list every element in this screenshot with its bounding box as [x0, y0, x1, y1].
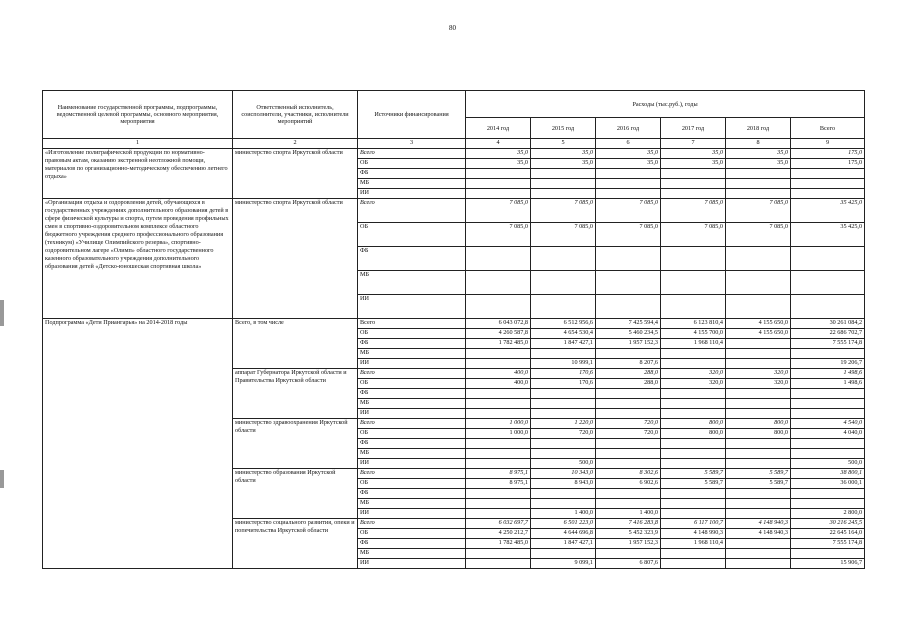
source-cell: ОБ — [358, 479, 466, 489]
value-cell: 6 043 072,8 — [466, 319, 531, 329]
total-value-cell — [791, 179, 865, 189]
value-cell — [531, 271, 596, 295]
source-cell: ИИ — [358, 509, 466, 519]
value-cell — [596, 409, 661, 419]
value-cell: 288,0 — [596, 379, 661, 389]
executor-name: министерство образования Иркутской области — [233, 469, 358, 519]
executor-name: министерство социального развития, опеки и попечительства Иркутской области — [233, 519, 358, 569]
value-cell — [726, 409, 791, 419]
value-cell — [531, 389, 596, 399]
total-value-cell — [791, 247, 865, 271]
value-cell — [661, 247, 726, 271]
value-cell: 4 148 940,3 — [726, 529, 791, 539]
value-cell — [596, 169, 661, 179]
value-cell — [726, 499, 791, 509]
table-header — [43, 91, 865, 149]
value-cell: 4 250 212,7 — [466, 529, 531, 539]
header-executor: Ответственный исполнитель, соисполнители, участники, исполнители мероприятий — [233, 91, 358, 139]
source-cell: МБ — [358, 399, 466, 409]
value-cell — [661, 489, 726, 499]
header-name: Наименование государственной программы, подпрограммы, ведомственной целевой программы, основного мероприятия, мероприятия — [43, 91, 233, 139]
source-cell: ФБ — [358, 389, 466, 399]
source-cell: ОБ — [358, 529, 466, 539]
executor-name: Всего, в том числе — [233, 319, 358, 369]
source-cell: Всего — [358, 419, 466, 429]
value-cell: 400,0 — [466, 379, 531, 389]
column-number: 7 — [661, 139, 726, 149]
value-cell — [661, 295, 726, 319]
value-cell: 720,0 — [596, 419, 661, 429]
value-cell — [726, 359, 791, 369]
value-cell — [596, 459, 661, 469]
source-cell: ОБ — [358, 429, 466, 439]
header-expenses: Расходы (тыс.руб.), годы — [466, 91, 865, 118]
value-cell — [531, 549, 596, 559]
value-cell — [661, 169, 726, 179]
value-cell — [726, 559, 791, 569]
subprogram-name: Подпрограмма «Дети Приангарья» на 2014-2018 годы — [43, 319, 233, 569]
value-cell: 4 644 696,8 — [531, 529, 596, 539]
column-number: 8 — [726, 139, 791, 149]
value-cell: 1 968 110,4 — [661, 339, 726, 349]
source-cell: Всего — [358, 319, 466, 329]
value-cell — [596, 449, 661, 459]
value-cell: 400,0 — [466, 369, 531, 379]
value-cell — [466, 349, 531, 359]
value-cell: 35,0 — [466, 149, 531, 159]
value-cell — [466, 459, 531, 469]
source-cell: ИИ — [358, 559, 466, 569]
value-cell — [466, 489, 531, 499]
value-cell — [661, 439, 726, 449]
page-number: 80 — [449, 24, 456, 32]
total-value-cell: 22 645 164,0 — [791, 529, 865, 539]
value-cell — [596, 295, 661, 319]
table-row — [43, 149, 865, 159]
value-cell: 800,0 — [661, 419, 726, 429]
value-cell — [661, 549, 726, 559]
value-cell — [661, 409, 726, 419]
executor-name: аппарат Губернатора Иркутской области и Правительства Иркутской области — [233, 369, 358, 419]
source-cell: ИИ — [358, 189, 466, 199]
value-cell: 1 847 427,1 — [531, 539, 596, 549]
value-cell — [726, 169, 791, 179]
value-cell — [726, 509, 791, 519]
source-cell: ИИ — [358, 459, 466, 469]
source-cell: МБ — [358, 549, 466, 559]
total-value-cell: 38 800,1 — [791, 469, 865, 479]
value-cell: 10 999,1 — [531, 359, 596, 369]
value-cell — [466, 559, 531, 569]
value-cell: 800,0 — [726, 429, 791, 439]
value-cell: 6 512 956,6 — [531, 319, 596, 329]
value-cell — [466, 439, 531, 449]
value-cell — [726, 389, 791, 399]
column-number: 6 — [596, 139, 661, 149]
total-value-cell — [791, 439, 865, 449]
value-cell — [531, 189, 596, 199]
value-cell: 1 000,0 — [466, 429, 531, 439]
value-cell — [661, 449, 726, 459]
header-year: 2016 год — [596, 118, 661, 139]
value-cell: 170,6 — [531, 369, 596, 379]
value-cell: 10 343,0 — [531, 469, 596, 479]
value-cell: 4 148 990,3 — [661, 529, 726, 539]
total-value-cell — [791, 399, 865, 409]
value-cell — [596, 247, 661, 271]
value-cell: 170,6 — [531, 379, 596, 389]
column-numbers-row — [43, 139, 865, 149]
value-cell — [466, 399, 531, 409]
header-year: 2015 год — [531, 118, 596, 139]
value-cell — [726, 549, 791, 559]
source-cell: МБ — [358, 449, 466, 459]
source-cell: ФБ — [358, 339, 466, 349]
value-cell: 8 302,6 — [596, 469, 661, 479]
value-cell — [466, 179, 531, 189]
value-cell: 6 807,6 — [596, 559, 661, 569]
value-cell: 7 085,0 — [531, 199, 596, 223]
source-cell: Всего — [358, 369, 466, 379]
value-cell: 8 207,6 — [596, 359, 661, 369]
table-row — [43, 199, 865, 223]
table-row — [43, 319, 865, 329]
value-cell: 8 975,1 — [466, 479, 531, 489]
source-cell: Всего — [358, 149, 466, 159]
value-cell: 4 155 650,0 — [726, 329, 791, 339]
value-cell — [596, 439, 661, 449]
column-number: 2 — [233, 139, 358, 149]
value-cell — [726, 399, 791, 409]
total-value-cell — [791, 389, 865, 399]
total-value-cell — [791, 169, 865, 179]
source-cell: ФБ — [358, 169, 466, 179]
value-cell: 1 220,0 — [531, 419, 596, 429]
column-number: 3 — [358, 139, 466, 149]
source-cell: ОБ — [358, 379, 466, 389]
source-cell: ФБ — [358, 247, 466, 271]
value-cell — [531, 399, 596, 409]
executor-name: министерство здравоохранения Иркутской области — [233, 419, 358, 469]
value-cell: 320,0 — [726, 369, 791, 379]
total-value-cell: 4 040,0 — [791, 429, 865, 439]
value-cell: 35,0 — [466, 159, 531, 169]
value-cell: 6 117 100,7 — [661, 519, 726, 529]
value-cell: 35,0 — [726, 149, 791, 159]
value-cell: 7 085,0 — [661, 199, 726, 223]
value-cell — [661, 499, 726, 509]
value-cell: 5 589,7 — [726, 479, 791, 489]
header-year: 2018 год — [726, 118, 791, 139]
value-cell — [726, 247, 791, 271]
value-cell — [596, 549, 661, 559]
activity-name: «Изготовление полиграфической продукции по нормативно-правовым актам, оказанию экстренной неотложной помощи, материалов по организационно-методическому обеспечению летнего отдыха» — [43, 149, 233, 199]
value-cell — [531, 489, 596, 499]
executor-name: министерство спорта Иркутской области — [233, 199, 358, 319]
total-value-cell: 15 906,7 — [791, 559, 865, 569]
source-cell: ОБ — [358, 159, 466, 169]
value-cell: 1 400,0 — [531, 509, 596, 519]
total-value-cell — [791, 349, 865, 359]
value-cell — [531, 169, 596, 179]
value-cell: 7 085,0 — [531, 223, 596, 247]
activity-name: «Организация отдыха и оздоровления детей, обучающихся в государственных учреждениях дополнительного образования детей в сфере физической культуры и спорта, путем проведения профильных смен в спортивно-оздоровительном комплексе областного бюджетного учреждения среднего профессионального образования (техникум) «Училище Олимпийского резерва», спортивно-оздоровительном лагере «Олимп» областного государственного казенного образовательного учреждения дополнительного образования детей «Детско-юношеская спортивная школа» — [43, 199, 233, 319]
value-cell — [466, 359, 531, 369]
total-value-cell — [791, 449, 865, 459]
value-cell — [726, 271, 791, 295]
value-cell: 35,0 — [531, 149, 596, 159]
value-cell: 9 099,1 — [531, 559, 596, 569]
source-cell: Всего — [358, 199, 466, 223]
value-cell — [531, 499, 596, 509]
value-cell: 6 902,6 — [596, 479, 661, 489]
value-cell: 1 968 110,4 — [661, 539, 726, 549]
source-cell: МБ — [358, 179, 466, 189]
value-cell: 7 085,0 — [661, 223, 726, 247]
source-cell: ИИ — [358, 409, 466, 419]
total-value-cell: 30 261 084,2 — [791, 319, 865, 329]
value-cell: 500,0 — [531, 459, 596, 469]
value-cell: 7 085,0 — [466, 199, 531, 223]
value-cell — [661, 399, 726, 409]
total-value-cell: 36 000,1 — [791, 479, 865, 489]
source-cell: ИИ — [358, 295, 466, 319]
value-cell: 4 155 650,0 — [726, 319, 791, 329]
value-cell: 35,0 — [596, 149, 661, 159]
value-cell — [596, 399, 661, 409]
value-cell — [661, 179, 726, 189]
value-cell: 35,0 — [661, 149, 726, 159]
value-cell: 800,0 — [726, 419, 791, 429]
value-cell — [661, 559, 726, 569]
value-cell: 6 501 223,0 — [531, 519, 596, 529]
value-cell: 1 400,0 — [596, 509, 661, 519]
value-cell: 35,0 — [661, 159, 726, 169]
value-cell — [661, 389, 726, 399]
value-cell — [596, 389, 661, 399]
total-value-cell: 22 686 702,7 — [791, 329, 865, 339]
table-body — [43, 149, 865, 569]
value-cell: 1 847 427,1 — [531, 339, 596, 349]
total-value-cell: 175,0 — [791, 159, 865, 169]
value-cell — [596, 489, 661, 499]
value-cell — [466, 389, 531, 399]
value-cell — [596, 499, 661, 509]
value-cell: 320,0 — [726, 379, 791, 389]
value-cell — [726, 179, 791, 189]
source-cell: ФБ — [358, 439, 466, 449]
source-cell: МБ — [358, 271, 466, 295]
value-cell — [661, 349, 726, 359]
header-source: Источники финансирования — [358, 91, 466, 139]
value-cell: 4 155 700,0 — [661, 329, 726, 339]
value-cell — [726, 295, 791, 319]
total-value-cell: 7 555 174,8 — [791, 539, 865, 549]
source-cell: МБ — [358, 349, 466, 359]
value-cell — [466, 247, 531, 271]
value-cell: 7 085,0 — [596, 223, 661, 247]
value-cell — [466, 549, 531, 559]
value-cell: 1 782 485,0 — [466, 339, 531, 349]
value-cell — [726, 349, 791, 359]
value-cell — [466, 449, 531, 459]
total-value-cell — [791, 295, 865, 319]
total-value-cell — [791, 189, 865, 199]
value-cell — [531, 439, 596, 449]
source-cell: ФБ — [358, 539, 466, 549]
value-cell — [726, 459, 791, 469]
total-value-cell — [791, 549, 865, 559]
value-cell — [531, 409, 596, 419]
value-cell: 1 000,0 — [466, 419, 531, 429]
source-cell: МБ — [358, 499, 466, 509]
total-value-cell: 175,0 — [791, 149, 865, 159]
value-cell: 4 148 940,3 — [726, 519, 791, 529]
value-cell — [466, 271, 531, 295]
budget-table — [42, 90, 865, 569]
value-cell: 320,0 — [661, 379, 726, 389]
value-cell: 720,0 — [596, 429, 661, 439]
total-value-cell: 1 498,6 — [791, 369, 865, 379]
source-cell: ОБ — [358, 223, 466, 247]
value-cell — [466, 189, 531, 199]
value-cell — [726, 189, 791, 199]
total-value-cell: 2 800,0 — [791, 509, 865, 519]
value-cell — [466, 295, 531, 319]
value-cell: 7 085,0 — [726, 199, 791, 223]
value-cell: 5 589,7 — [661, 479, 726, 489]
value-cell — [596, 349, 661, 359]
value-cell: 7 416 283,8 — [596, 519, 661, 529]
executor-name: министерство спорта Иркутской области — [233, 149, 358, 199]
source-cell: ИИ — [358, 359, 466, 369]
header-year: 2017 год — [661, 118, 726, 139]
total-value-cell: 19 206,7 — [791, 359, 865, 369]
value-cell: 288,0 — [596, 369, 661, 379]
header-year: 2014 год — [466, 118, 531, 139]
value-cell: 7 085,0 — [596, 199, 661, 223]
value-cell — [531, 449, 596, 459]
value-cell: 800,0 — [661, 429, 726, 439]
value-cell: 7 085,0 — [466, 223, 531, 247]
value-cell: 4 654 530,4 — [531, 329, 596, 339]
header-total: Всего — [791, 118, 865, 139]
total-value-cell: 35 425,0 — [791, 223, 865, 247]
value-cell — [661, 509, 726, 519]
total-value-cell: 4 540,0 — [791, 419, 865, 429]
value-cell — [726, 339, 791, 349]
source-cell: Всего — [358, 469, 466, 479]
value-cell — [726, 489, 791, 499]
total-value-cell — [791, 271, 865, 295]
value-cell: 320,0 — [661, 369, 726, 379]
margin-mark — [0, 470, 4, 488]
value-cell: 35,0 — [531, 159, 596, 169]
value-cell: 5 452 323,9 — [596, 529, 661, 539]
column-number: 5 — [531, 139, 596, 149]
value-cell: 7 085,0 — [726, 223, 791, 247]
column-number: 9 — [791, 139, 865, 149]
value-cell — [531, 247, 596, 271]
value-cell — [531, 295, 596, 319]
value-cell — [596, 271, 661, 295]
value-cell — [466, 409, 531, 419]
value-cell: 6 032 697,7 — [466, 519, 531, 529]
value-cell: 5 589,7 — [661, 469, 726, 479]
column-number: 1 — [43, 139, 233, 149]
value-cell: 4 260 587,8 — [466, 329, 531, 339]
value-cell: 8 975,1 — [466, 469, 531, 479]
value-cell — [726, 439, 791, 449]
value-cell — [661, 271, 726, 295]
total-value-cell: 7 555 174,8 — [791, 339, 865, 349]
value-cell — [661, 359, 726, 369]
total-value-cell: 30 216 245,5 — [791, 519, 865, 529]
total-value-cell: 1 498,6 — [791, 379, 865, 389]
value-cell — [466, 169, 531, 179]
value-cell: 720,0 — [531, 429, 596, 439]
value-cell: 35,0 — [596, 159, 661, 169]
column-number: 4 — [466, 139, 531, 149]
value-cell — [596, 179, 661, 189]
value-cell — [661, 459, 726, 469]
total-value-cell: 35 425,0 — [791, 199, 865, 223]
value-cell: 5 589,7 — [726, 469, 791, 479]
value-cell: 8 943,0 — [531, 479, 596, 489]
value-cell: 5 460 234,5 — [596, 329, 661, 339]
total-value-cell: 500,0 — [791, 459, 865, 469]
margin-mark — [0, 300, 4, 326]
total-value-cell — [791, 409, 865, 419]
total-value-cell — [791, 489, 865, 499]
value-cell: 7 425 594,4 — [596, 319, 661, 329]
value-cell — [466, 499, 531, 509]
value-cell: 1 957 152,3 — [596, 539, 661, 549]
source-cell: Всего — [358, 519, 466, 529]
value-cell — [531, 349, 596, 359]
value-cell — [661, 189, 726, 199]
value-cell — [466, 509, 531, 519]
value-cell — [531, 179, 596, 189]
value-cell: 35,0 — [726, 159, 791, 169]
value-cell: 6 123 810,4 — [661, 319, 726, 329]
value-cell — [726, 539, 791, 549]
total-value-cell — [791, 499, 865, 509]
value-cell: 1 782 485,0 — [466, 539, 531, 549]
value-cell — [726, 449, 791, 459]
value-cell: 1 957 152,3 — [596, 339, 661, 349]
source-cell: ФБ — [358, 489, 466, 499]
source-cell: ОБ — [358, 329, 466, 339]
value-cell — [596, 189, 661, 199]
